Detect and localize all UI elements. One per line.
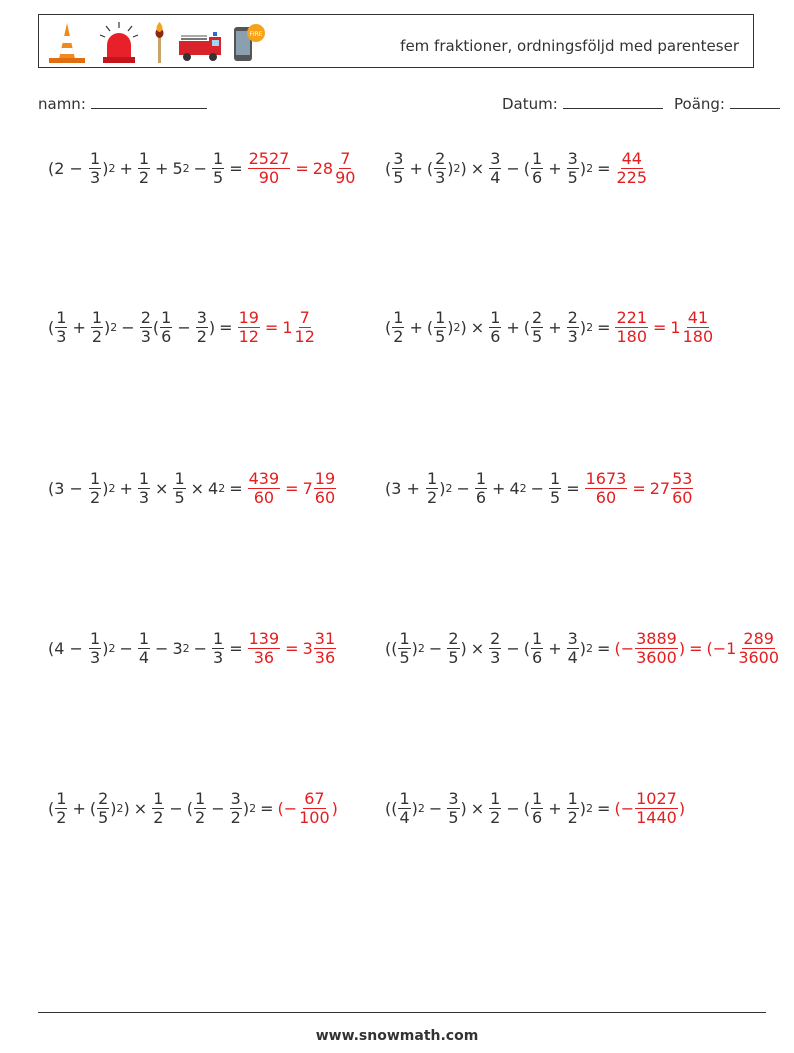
answer: (− $\frac{3889}{3600}$ ) = (−1 $\frac{289}{3600}$ [614,629,780,668]
traffic-cone-icon [45,21,89,65]
name-field [38,94,207,113]
answer: $\frac{1673}{60}$ = 27 $\frac{53}{60}$ [585,469,693,508]
svg-text:FIRE: FIRE [249,31,263,38]
problem-7: (4 − $\frac{1}{3}$ ) 2 − $\frac{1}{4}$ − 3 2 − $\frac{1}{3}$ = $\frac{139}{36}$ = 3 $\frac{31}{36}$ [48,629,336,668]
score-label: Poäng: [674,95,725,113]
answer: $\frac{19}{12}$ = 1 $\frac{7}{12}$ [238,308,315,347]
problem-2: ( $\frac{3}{5}$ + ( $\frac{2}{3}$ ) 2 ) × $\frac{3}{4}$ − ( $\frac{1}{6}$ + $\frac{3}{5}$ ) 2 = $\frac{44}{225}$ [385,149,648,188]
problem-3: ( $\frac{1}{3}$ + $\frac{1}{2}$ ) 2 − $\frac{2}{3}$ ( $\frac{1}{6}$ − $\frac{3}{2}$ ) = $\frac{19}{12}$ = 1 $\frac{7}{12}$ [48,308,315,347]
problem-9: ( $\frac{1}{2}$ + ( $\frac{2}{5}$ ) 2 ) × $\frac{1}{2}$ − ( $\frac{1}{2}$ − $\frac{3}{2}$ ) 2 = (− $\frac{67}{100}$ ) [48,789,338,828]
problem-8: (( $\frac{1}{5}$ ) 2 − $\frac{2}{5}$ ) × $\frac{2}{3}$ − ( $\frac{1}{6}$ + $\frac{3}{4}$ ) 2 = (− $\frac{3889}{3600}$ ) = (−1 $\frac{289}{3600}$ [385,629,780,668]
problem-4: ( $\frac{1}{2}$ + ( $\frac{1}{5}$ ) 2 ) × $\frac{1}{6}$ + ( $\frac{2}{5}$ + $\frac{2}{3}$ ) 2 = $\frac{221}{180}$ = 1 $\frac{41}{180}$ [385,308,714,347]
answer: $\frac{221}{180}$ = 1 $\frac{41}{180}$ [616,308,714,347]
worksheet-header [38,14,754,68]
date-blank[interactable] [563,94,663,109]
fire-truck-icon [177,21,223,65]
problem-10: (( $\frac{1}{4}$ ) 2 − $\frac{3}{5}$ ) × $\frac{1}{2}$ − ( $\frac{1}{6}$ + $\frac{1}{2}$ ) 2 = (− $\frac{1027}{1440}$ ) [385,789,686,828]
answer: (− $\frac{67}{100}$ ) [277,789,338,828]
footer-url[interactable]: www.snowmath.com [315,1028,479,1044]
worksheet-title: fem fraktioner, ordningsföljd med parenteser [400,37,739,55]
answer: $\frac{439}{60}$ = 7 $\frac{19}{60}$ [248,469,336,508]
score-blank[interactable] [730,94,780,109]
score-field [674,94,780,113]
problem-6: (3 + $\frac{1}{2}$ ) 2 − $\frac{1}{6}$ + 4 2 − $\frac{1}{5}$ = $\frac{1673}{60}$ = 27 $\frac{53}{60}$ [385,469,693,508]
siren-icon [97,21,141,65]
date-field [502,94,663,113]
icon-strip [45,19,267,65]
date-label: Datum: [502,95,558,113]
phone-fire-icon [231,21,267,65]
match-icon [149,21,169,65]
answer: $\frac{44}{225}$ [616,149,648,188]
problem-1: (2 − $\frac{1}{3}$ ) 2 + $\frac{1}{2}$ + 5 2 − $\frac{1}{5}$ = $\frac{2527}{90}$ = 28 $\frac{7}{90}$ [48,149,356,188]
name-blank[interactable] [91,94,207,109]
answer: (− $\frac{1027}{1440}$ ) [614,789,686,828]
footer-divider [38,1012,766,1013]
answer: $\frac{139}{36}$ = 3 $\frac{31}{36}$ [248,629,336,668]
name-label: namn: [38,95,86,113]
answer: $\frac{2527}{90}$ = 28 $\frac{7}{90}$ [248,149,356,188]
problem-5: (3 − $\frac{1}{2}$ ) 2 + $\frac{1}{3}$ × $\frac{1}{5}$ × 4 2 = $\frac{439}{60}$ = 7 $\frac{19}{60}$ [48,469,336,508]
